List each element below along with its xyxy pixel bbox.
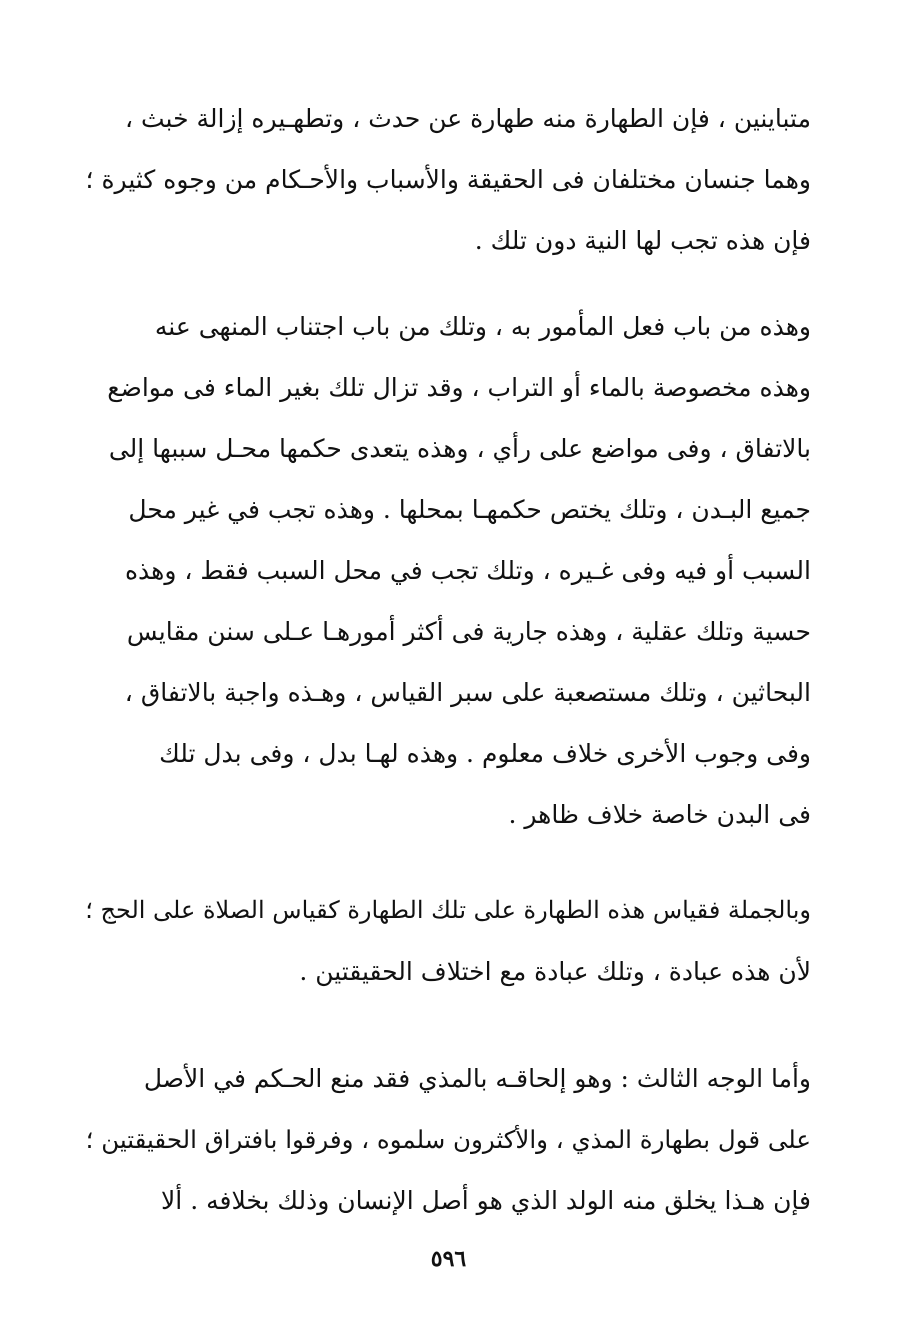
text-line: لأن هذه عبادة ، وتلك عبادة مع اختلاف الحقيقتين . <box>299 957 811 986</box>
paragraph-1 <box>78 88 811 271</box>
text-line: وفى وجوب الأخرى خلاف معلوم . وهذه لهـا بدل ، وفى بدل تلك <box>159 739 811 768</box>
paragraph-3 <box>78 880 811 1002</box>
text-line: حسية وتلك عقلية ، وهذه جارية فى أكثر أمورهـا عـلى سنن مقايس <box>126 617 811 646</box>
text-line: البحاثين ، وتلك مستصعبة على سبر القياس ، وهـذه واجبة بالاتفاق ، <box>124 678 811 707</box>
text-line: السبب أو فيه وفى غـيره ، وتلك تجب في محل السبب فقط ، وهذه <box>124 556 811 585</box>
text-line: فى البدن خاصة خلاف ظاهر . <box>508 800 811 829</box>
text-line: وأما الوجه الثالث : وهو إلحاقـه بالمذي فقد منع الحـكم في الأصل <box>143 1064 811 1093</box>
page-number: ٥٩٦ <box>430 1246 467 1272</box>
paragraph-4 <box>78 1048 811 1231</box>
text-line: بالاتفاق ، وفى مواضع على رأي ، وهذه يتعدى حكمها محـل سببها إلى <box>108 434 811 463</box>
text-line: وبالجملة فقياس هذه الطهارة على تلك الطهارة كقياس الصلاة على الحج ؛ <box>85 896 811 924</box>
text-line: فإن هذه تجب لها النية دون تلك . <box>474 226 811 255</box>
text-line: وهما جنسان مختلفان فى الحقيقة والأسباب والأحـكام من وجوه كثيرة ؛ <box>85 165 811 194</box>
text-line: جميع البـدن ، وتلك يختص حكمهـا بمحلها . وهذه تجب في غير محل <box>128 495 811 524</box>
paragraph-2 <box>78 296 811 845</box>
text-line: فإن هـذا يخلق منه الولد الذي هو أصل الإنسان وذلك بخلافه . ألا <box>161 1186 811 1215</box>
text-line: على قول بطهارة المذي ، والأكثرون سلموه ، وفرقوا بافتراق الحقيقتين ؛ <box>85 1125 811 1154</box>
text-line: وهذه من باب فعل المأمور به ، وتلك من باب اجتناب المنهى عنه <box>154 312 811 341</box>
text-line: متباينين ، فإن الطهارة منه طهارة عن حدث ، وتطهـيره إزالة خبث ، <box>124 104 811 133</box>
text-line: وهذه مخصوصة بالماء أو التراب ، وقد تزال تلك بغير الماء فى مواضع <box>107 373 811 402</box>
